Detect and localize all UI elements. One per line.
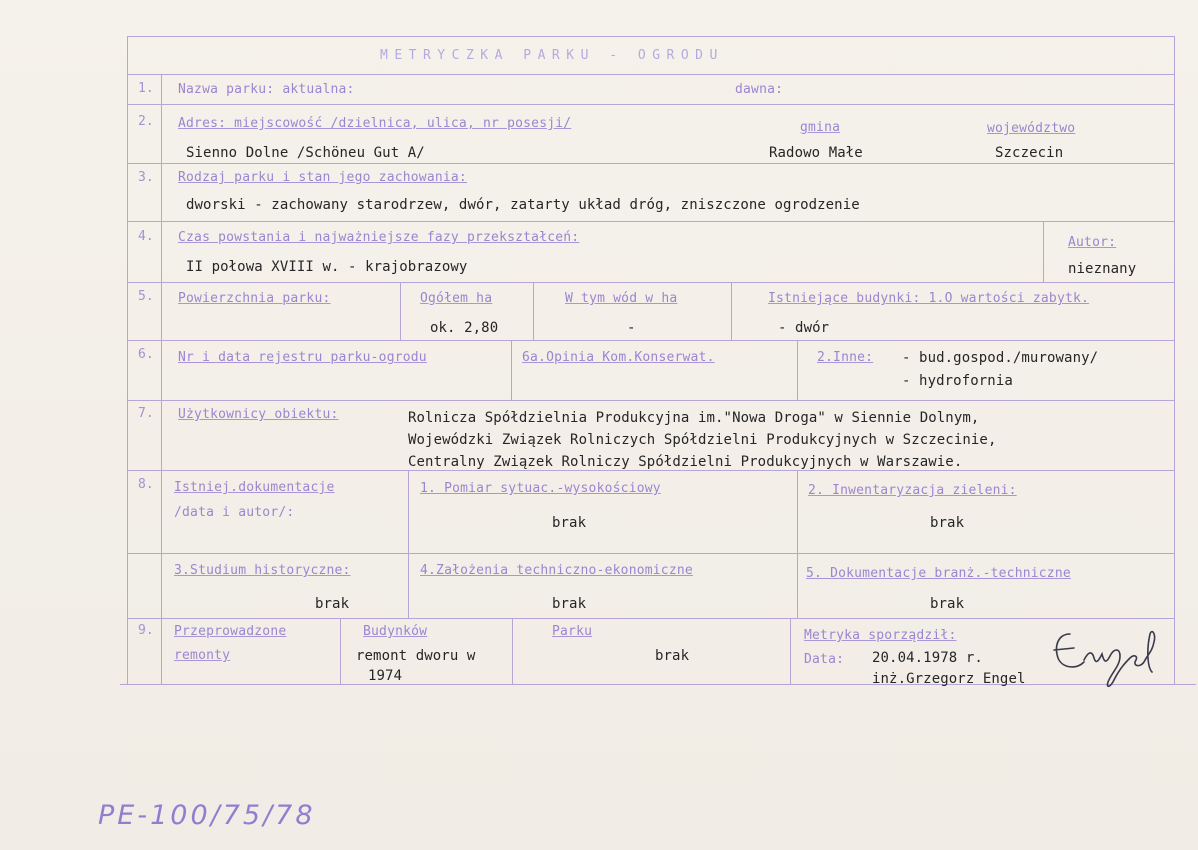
row-separator <box>127 553 1174 554</box>
archive-reference: PE-100/75/78 <box>98 800 316 831</box>
users-value: Rolnicza Spółdzielnia Produkcyjna im."Nowa Droga" w Siennie Dolnym, <box>408 410 980 426</box>
conservator-opinion-label: 6a.Opinia Kom.Konserwat. <box>522 350 715 365</box>
row-separator <box>127 618 1174 619</box>
total-area-value: ok. 2,80 <box>430 320 499 336</box>
water-area-label: W tym wód w ha <box>565 291 678 306</box>
author-label: Autor: <box>1068 235 1117 250</box>
buildings-renov-value: 1974 <box>368 668 403 684</box>
number-column-divider <box>161 74 162 684</box>
row-number: 5. <box>138 289 154 304</box>
renov-divider <box>340 618 341 684</box>
renovations-label: remonty <box>174 648 231 663</box>
prepared-by-label: Metryka sporządził: <box>804 628 957 643</box>
row-number: 2. <box>138 114 154 129</box>
date-value: 20.04.1978 r. <box>872 650 983 666</box>
greenery-inventory-label: 2. Inwentaryzacja zieleni: <box>808 483 1017 498</box>
existing-buildings-label: Istniejące budynki: 1.O wartości zabytk. <box>768 291 1090 306</box>
survey-value: brak <box>552 515 587 531</box>
row-separator <box>127 470 1174 471</box>
existing-buildings-value: - dwór <box>778 320 830 336</box>
row-separator <box>127 163 1174 164</box>
buildings-renov-label: Budynków <box>363 624 428 639</box>
voivodeship-value: Szczecin <box>995 145 1064 161</box>
form-title: METRYCZKA PARKU - OGRODU <box>380 48 724 63</box>
address-label: Adres: miejscowość /dzielnica, ulica, nr posesji/ <box>178 116 572 131</box>
row-separator <box>127 282 1174 283</box>
former-name-label: dawna: <box>735 82 784 97</box>
historical-study-value: brak <box>315 596 350 612</box>
frame-top <box>127 36 1174 37</box>
area-divider <box>400 282 401 340</box>
author-value: nieznany <box>1068 261 1137 277</box>
survey-label: 1. Pomiar sytuac.-wysokościowy <box>420 481 661 496</box>
gmina-label: gmina <box>800 120 841 135</box>
branch-tech-docs-label: 5. Dokumentacje branż.-techniczne <box>806 566 1071 581</box>
park-type-label: Rodzaj parku i stan jego zachowania: <box>178 170 467 185</box>
existing-docs-sublabel: /data i autor/: <box>174 505 295 520</box>
register-divider <box>797 340 798 400</box>
row-number: 6. <box>138 347 154 362</box>
park-renov-value: brak <box>655 648 690 664</box>
origin-value: II połowa XVIII w. - krajobrazowy <box>186 259 468 275</box>
existing-docs-label: Istniej.dokumentacje <box>174 480 335 495</box>
register-divider <box>511 340 512 400</box>
other-buildings-value: - bud.gospod./murowany/ <box>902 350 1099 366</box>
total-area-label: Ogółem ha <box>420 291 493 306</box>
row-separator <box>127 104 1174 105</box>
renovations-label: Przeprowadzone <box>174 624 287 639</box>
origin-label: Czas powstania i najważniejsze fazy przekształceń: <box>178 230 580 245</box>
buildings-renov-value: remont dworu w <box>356 648 476 664</box>
tech-economic-assumptions-label: 4.Założenia techniczno-ekonomiczne <box>420 563 693 578</box>
row-separator <box>127 400 1174 401</box>
address-value: Sienno Dolne /Schöneu Gut A/ <box>186 145 425 161</box>
frame-right <box>1174 36 1175 684</box>
row-separator <box>127 74 1174 75</box>
voivodeship-label: województwo <box>987 121 1076 136</box>
gmina-value: Radowo Małe <box>769 145 863 161</box>
row-number: 7. <box>138 406 154 421</box>
park-renov-label: Parku <box>552 624 593 639</box>
water-area-value: - <box>627 320 636 336</box>
row-number: 1. <box>138 81 154 96</box>
greenery-inventory-value: brak <box>930 515 965 531</box>
users-value: Wojewódzki Związek Rolniczych Spółdzielni Produkcyjnych w Szczecinie, <box>408 432 997 448</box>
other-buildings-label: 2.Inne: <box>817 350 874 365</box>
row-separator <box>127 340 1174 341</box>
docs-divider <box>797 470 798 618</box>
register-label: Nr i data rejestru parku-ogrodu <box>178 350 427 365</box>
frame-left <box>127 36 128 684</box>
row-number: 8. <box>138 477 154 492</box>
docs-divider <box>408 470 409 618</box>
signature-image <box>1040 612 1170 692</box>
row-number: 4. <box>138 229 154 244</box>
row-number: 3. <box>138 170 154 185</box>
renov-divider <box>512 618 513 684</box>
area-divider <box>731 282 732 340</box>
row-separator <box>127 221 1174 222</box>
branch-tech-docs-value: brak <box>930 596 965 612</box>
tech-economic-assumptions-value: brak <box>552 596 587 612</box>
users-label: Użytkownicy obiektu: <box>178 407 339 422</box>
area-divider <box>533 282 534 340</box>
prepared-by-value: inż.Grzegorz Engel <box>872 671 1026 687</box>
renov-divider <box>790 618 791 684</box>
area-label: Powierzchnia parku: <box>178 291 331 306</box>
other-buildings-value: - hydrofornia <box>902 373 1013 389</box>
users-value: Centralny Związek Rolniczy Spółdzielni Produkcyjnych w Warszawie. <box>408 454 963 470</box>
author-divider <box>1043 221 1044 282</box>
row-number: 9. <box>138 623 154 638</box>
park-name-label: Nazwa parku: aktualna: <box>178 82 355 97</box>
date-label: Data: <box>804 652 845 667</box>
park-type-value: dworski - zachowany starodrzew, dwór, zatarty układ dróg, zniszczone ogrodzenie <box>186 197 860 213</box>
historical-study-label: 3.Studium historyczne: <box>174 563 351 578</box>
frame-bottom <box>120 684 1196 685</box>
